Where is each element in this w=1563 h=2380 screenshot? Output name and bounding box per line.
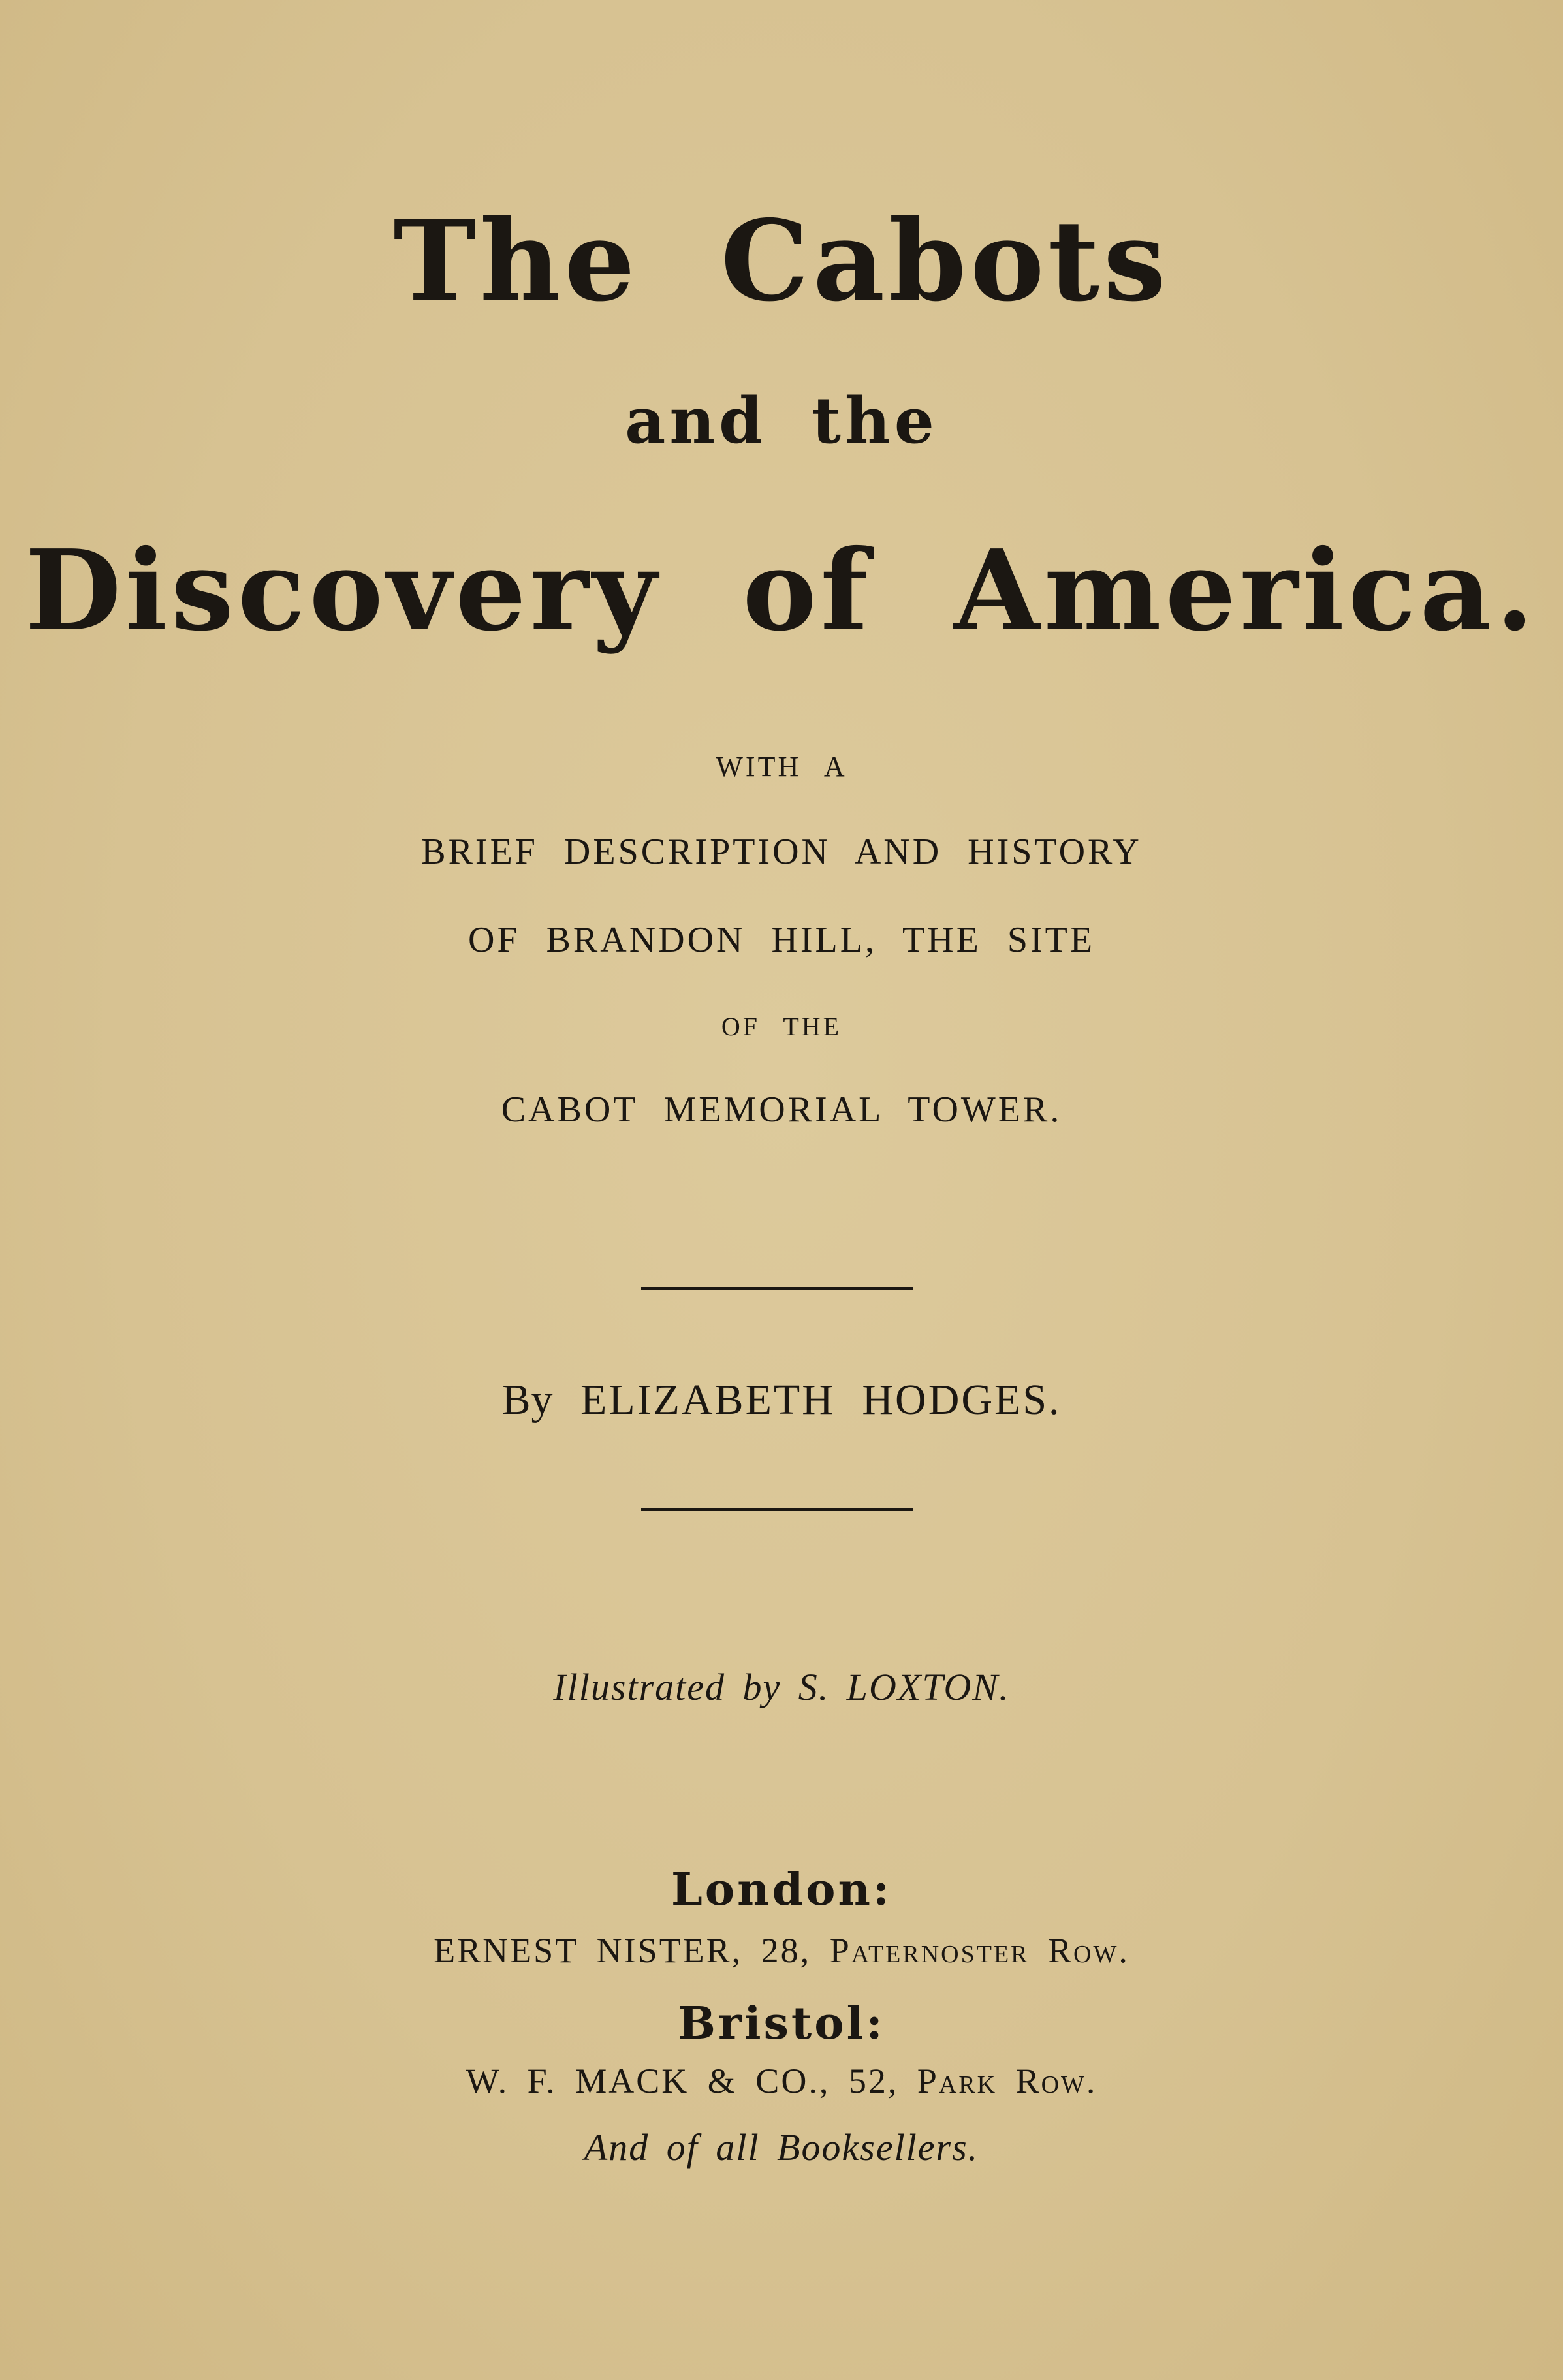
title-line-and-the: and the (625, 384, 938, 458)
author-line (0, 1371, 1563, 1430)
subtitle-with-a: WITH A (716, 751, 847, 783)
author-name: ELIZABETH HODGES. (580, 1376, 1062, 1424)
subtitle-cabot-memorial-tower: CABOT MEMORIAL TOWER. (501, 1089, 1062, 1130)
imprint-publisher-nister-street: Paternoster Row. (829, 1931, 1129, 1970)
imprint-city-london: London: (671, 1864, 892, 1916)
illustrator-credit: Illustrated by S. LOXTON. (553, 1666, 1010, 1708)
imprint-publisher-mack-name: W. F. MACK & CO., 52, (466, 2061, 899, 2101)
divider-rule-bottom (641, 1508, 913, 1511)
title-line-discovery: Discovery of America. (25, 525, 1538, 656)
author-prefix: By (501, 1376, 554, 1424)
subtitle-brief-description: BRIEF DESCRIPTION AND HISTORY (421, 832, 1142, 872)
imprint-publisher-nister (0, 1926, 1563, 1975)
subtitle-of-the: OF THE (721, 1012, 842, 1041)
imprint-city-bristol: Bristol: (678, 1997, 885, 2050)
imprint-publisher-mack-street: Park Row. (917, 2061, 1097, 2101)
title-line-cabots: The Cabots (393, 196, 1170, 326)
subtitle-brandon-hill: OF BRANDON HILL, THE SITE (467, 920, 1096, 960)
imprint-publisher-nister-name: ERNEST NISTER, 28, (434, 1931, 812, 1970)
imprint-publisher-mack (0, 2056, 1563, 2106)
imprint-booksellers: And of all Booksellers. (584, 2126, 979, 2169)
divider-rule-top (641, 1287, 913, 1290)
